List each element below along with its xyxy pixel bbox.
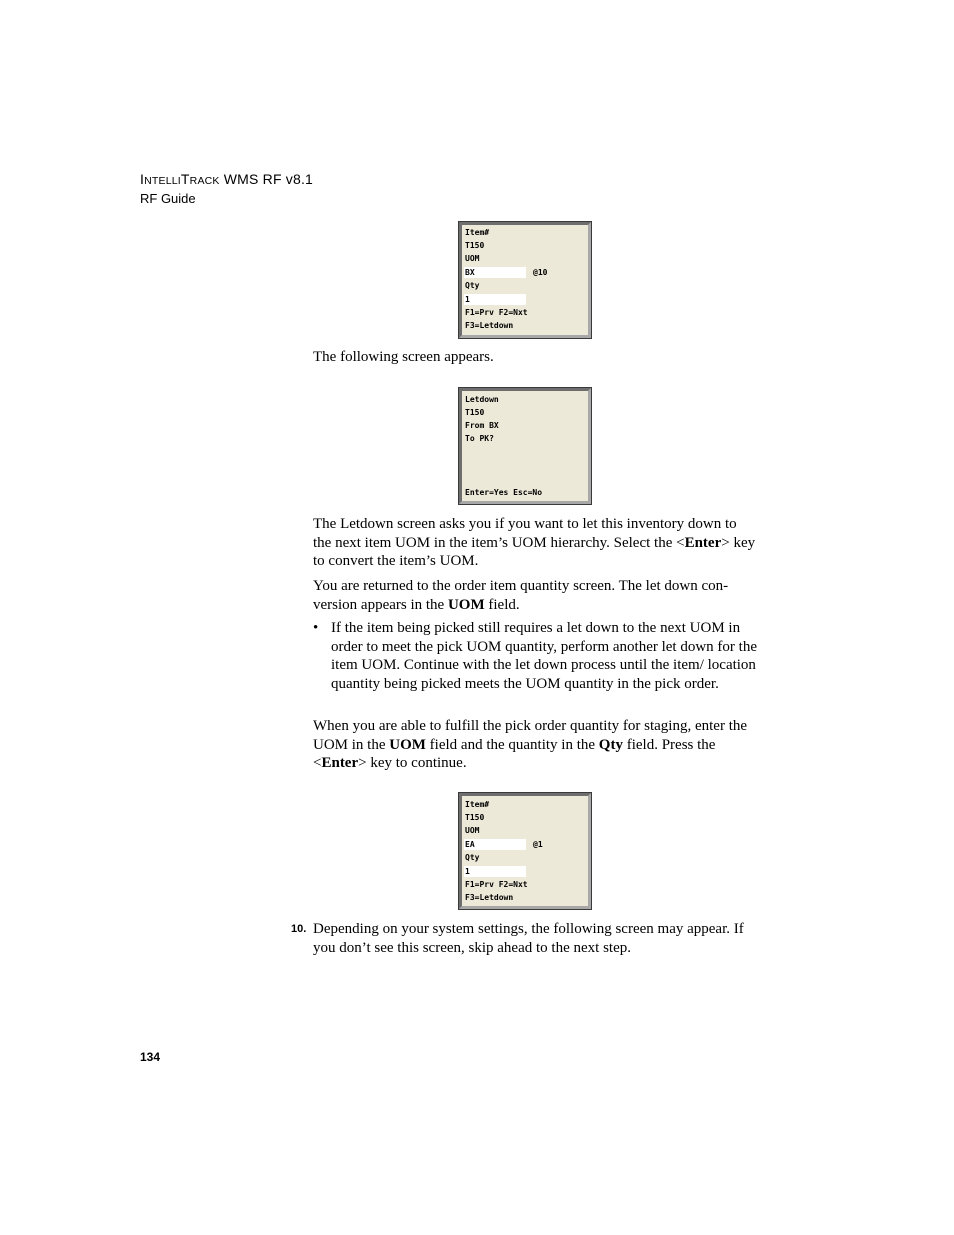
enter-key-label: Enter — [321, 755, 359, 772]
enter-key-label: Enter — [684, 534, 722, 551]
text-run: field. Press the < — [313, 736, 716, 772]
header-title-rest: WMS RF v8.1 — [219, 171, 314, 187]
rf-screen-letdown — [459, 388, 591, 504]
rf-uom-quantity: @1 — [533, 840, 543, 849]
rf-qty-field[interactable] — [464, 294, 526, 305]
rf-screen-item-ea — [459, 793, 591, 909]
rf-uom-quantity: @10 — [533, 268, 548, 277]
uom-field-label: UOM — [389, 736, 426, 753]
bullet-symbol: • — [313, 620, 319, 636]
page-header — [140, 170, 313, 207]
rf-item-value: T150 — [465, 241, 485, 250]
rf-qty-value: 1 — [465, 867, 470, 876]
rf-item-value: T150 — [465, 408, 485, 417]
rf-label-qty: Qty — [465, 853, 480, 862]
text-run: > key to convert the item’s UOM. — [313, 534, 756, 570]
rf-letdown-key: F3=Letdown — [465, 321, 514, 330]
para-fulfill-order — [313, 717, 758, 773]
rf-function-keys: F1=Prv F2=Nxt — [465, 308, 528, 317]
step-text: Depending on your system settings, the following screen may appear. If you don’t see this screen, skip ahead to the next step. — [313, 921, 744, 956]
text-run: When you are able to fulfill the pick order quantity for staging, enter the UOM in the — [313, 718, 748, 753]
brand-letter: T — [180, 171, 190, 187]
rf-uom-field[interactable] — [464, 839, 526, 850]
rf-letdown-key: F3=Letdown — [465, 893, 514, 902]
text-run: field and the quantity in the — [425, 736, 599, 753]
rf-uom-value: EA — [465, 840, 475, 849]
rf-label-item: Item# — [465, 228, 490, 237]
rf-label-uom: UOM — [465, 254, 480, 263]
rf-label-qty: Qty — [465, 281, 480, 290]
header-title — [140, 170, 313, 190]
para-letdown-explanation — [313, 515, 758, 571]
brand-letter: I — [140, 171, 145, 187]
rf-screen-item-bx — [459, 222, 591, 338]
brand-smallcaps: RACK — [189, 175, 220, 187]
step-number: 10. — [291, 923, 307, 935]
text-run: > key to continue. — [358, 755, 467, 772]
text-run: The Letdown screen asks you if you want to let this inventory down to the next item UOM in the item’s UOM hierarchy. Select the < — [313, 516, 737, 551]
rf-letdown-title: Letdown — [465, 395, 499, 404]
bullet-text: If the item being picked still requires a let down to the next UOM in order to meet the pick UOM quantity, perform another let down for the item UOM. Continue with the let down process until the item/ location quantity being picked meets the UOM quantity in the pick order. — [331, 620, 757, 692]
uom-field-label: UOM — [447, 596, 485, 613]
rf-label-item: Item# — [465, 800, 490, 809]
qty-field-label: Qty — [598, 736, 623, 753]
intro-text: The following screen appears. — [313, 349, 494, 365]
para-returned-screen — [313, 577, 758, 614]
header-subtitle: RF Guide — [140, 191, 196, 206]
text-run: You are returned to the order item quantity screen. The let down con-version appears in the — [313, 578, 729, 613]
rf-to-uom-prompt: To PK? — [465, 434, 494, 443]
rf-uom-value: BX — [465, 268, 475, 277]
brand-smallcaps: NTELLI — [144, 175, 181, 187]
text-run: field. — [484, 596, 520, 613]
rf-from-uom: From BX — [465, 421, 499, 430]
rf-confirm-keys: Enter=Yes Esc=No — [465, 488, 543, 497]
rf-item-value: T150 — [465, 813, 485, 822]
rf-function-keys: F1=Prv F2=Nxt — [465, 880, 528, 889]
rf-qty-field[interactable] — [464, 866, 526, 877]
rf-uom-field[interactable] — [464, 267, 526, 278]
rf-qty-value: 1 — [465, 295, 470, 304]
page-number: 134 — [140, 1050, 161, 1064]
rf-label-uom: UOM — [465, 826, 480, 835]
